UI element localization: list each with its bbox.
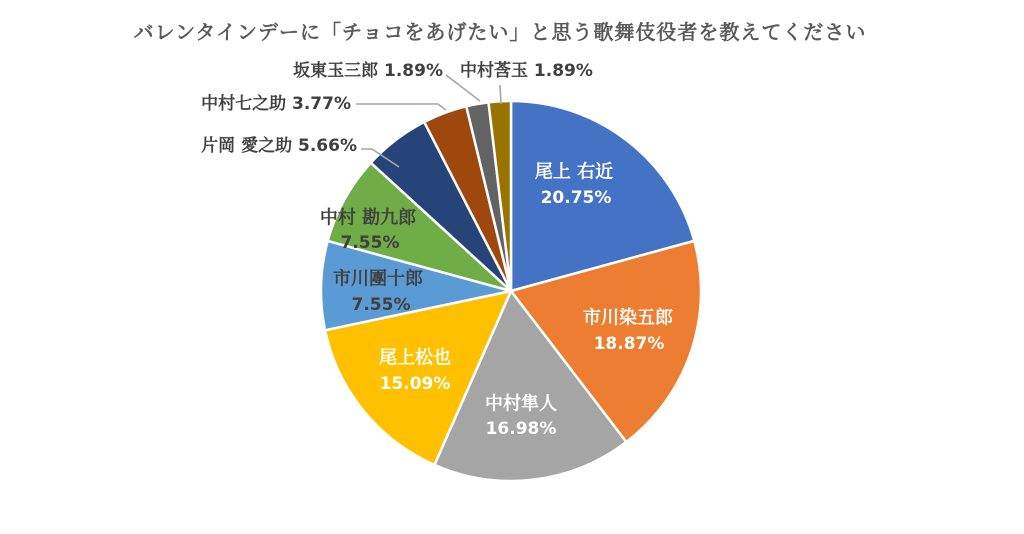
chart-title: バレンタインデーに「チョコをあげたい」と思う歌舞伎役者を教えてください	[133, 20, 867, 44]
slice-label-value-5: 7.55%	[340, 233, 400, 253]
slice-label-value-4: 7.55%	[351, 295, 411, 315]
leader-line-9	[500, 85, 501, 104]
slice-label-value-2: 16.98%	[485, 419, 557, 439]
slice-outside-label-6: 片岡 愛之助 5.66%	[201, 136, 357, 156]
slice-label-name-5: 中村 勘九郎	[319, 207, 417, 229]
slice-label-name-0: 尾上 右近	[534, 161, 614, 183]
slice-label-value-3: 15.09%	[379, 374, 451, 394]
slice-label-value-0: 20.75%	[540, 188, 612, 208]
slice-outside-label-7: 中村七之助 3.77%	[201, 94, 351, 114]
slice-outside-label-8: 坂東玉三郎 1.89%	[293, 61, 443, 81]
slice-label-value-1: 18.87%	[593, 334, 665, 354]
slice-label-name-2: 中村隼人	[485, 393, 557, 415]
slice-label-name-4: 市川團十郎	[333, 268, 423, 290]
leader-line-7	[356, 104, 446, 110]
slice-label-name-1: 市川染五郎	[583, 307, 673, 329]
slice-outside-label-9: 中村莟玉 1.89%	[460, 61, 593, 81]
slice-label-name-3: 尾上松也	[379, 347, 451, 369]
